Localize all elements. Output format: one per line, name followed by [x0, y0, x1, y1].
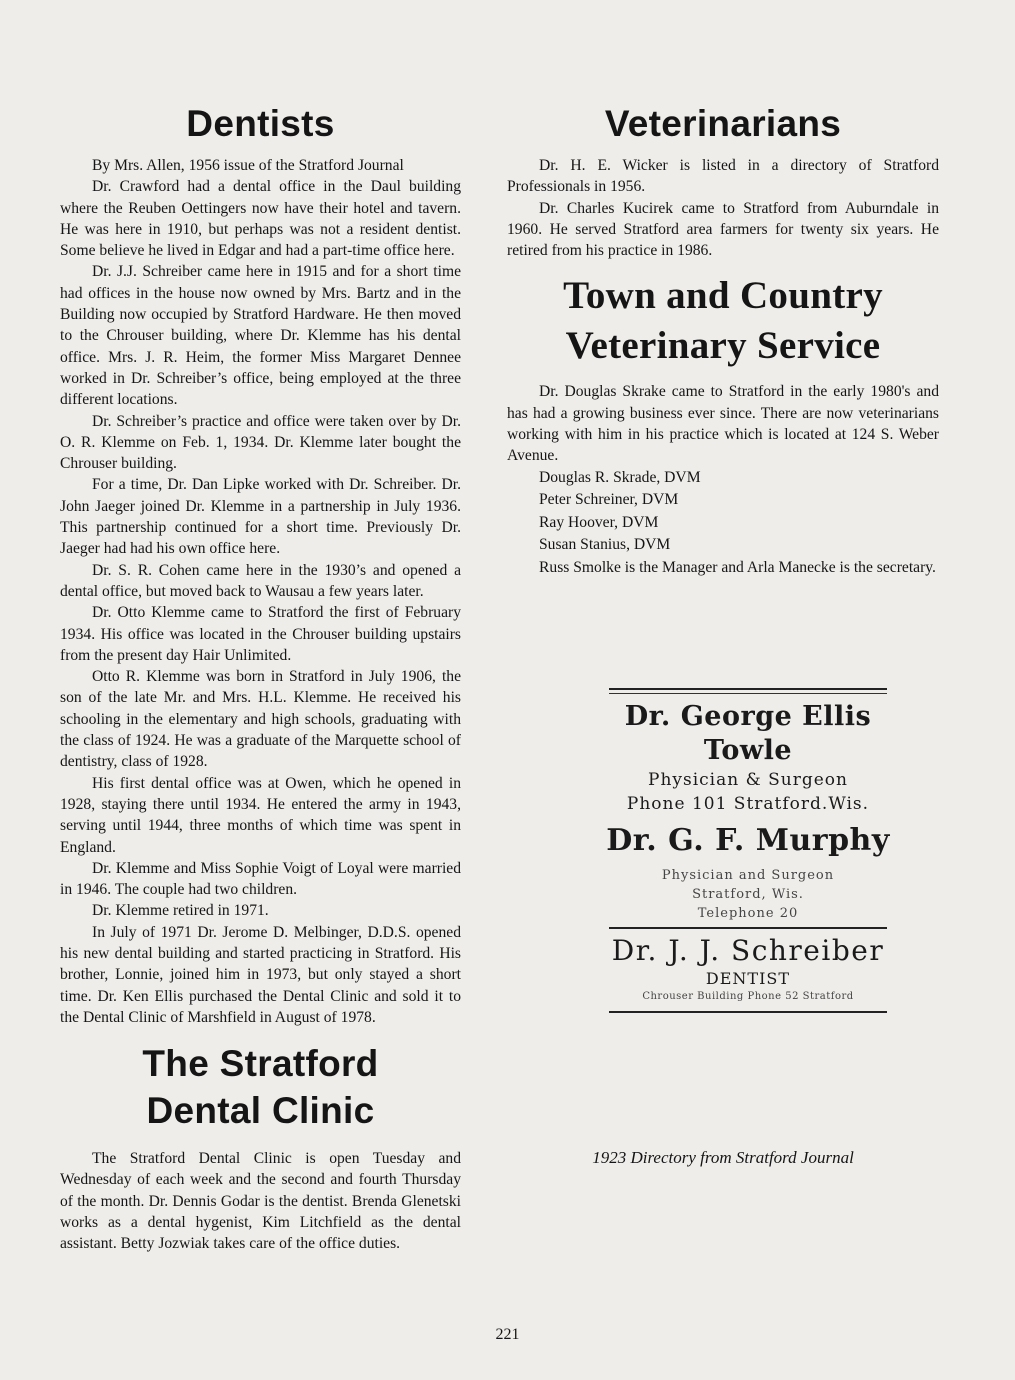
- right-column: [507, 100, 939, 1167]
- vet-staff-item: Peter Schreiner, DVM: [539, 491, 679, 509]
- dentists-heading: Dentists: [186, 103, 335, 144]
- town-country-heading-line-2: Veterinary Service: [565, 324, 881, 368]
- ad-rule-bottom: [609, 1011, 887, 1013]
- dentists-paragraph-3: Dr. Schreiber’s practice and office were taken over by Dr. O. R. Klemme on Feb. 1, 1934. Dr. Klemme later bought the Chrouser building.: [60, 412, 461, 473]
- dental-clinic-paragraph: The Stratford Dental Clinic is open Tuesday and Wednesday of each week and the second and fourth Thursday of the month. Dr. Dennis Godar is the dentist. Brenda Glenetski works as a dental hygenist, Kim Litchfield as the dental assistant. Betty Jozwiak takes care of the office duties.: [60, 1150, 461, 1253]
- vet-staff-item: Ray Hoover, DVM: [539, 513, 659, 531]
- dentists-paragraph-4: For a time, Dr. Dan Lipke worked with Dr. Schreiber. Dr. John Jaeger joined Dr. Klemme in a partnership in July 1936. This partnership continued for a short time. Previously Dr. Jaeger had had his own office here.: [60, 476, 461, 558]
- dentists-paragraph-8: His first dental office was at Owen, which he opened in 1928, staying there until 1934. He entered the army in 1943, serving until 1944, three months of which time was spent in England.: [60, 774, 461, 856]
- town-country-heading: [507, 271, 939, 371]
- dental-clinic-heading: [60, 1040, 461, 1134]
- vet-staff-item: Susan Stanius, DVM: [539, 536, 671, 554]
- town-country-heading-line-1: Town and Country: [563, 274, 883, 318]
- veterinarians-paragraph-2: Dr. Charles Kucirek came to Stratford from Auburndale in 1960. He served Stratford area farmers for twenty six years. He retired from his practice in 1986.: [507, 199, 939, 260]
- directory-caption: 1923 Directory from Stratford Journal: [592, 1148, 854, 1167]
- dentists-paragraph-6: Dr. Otto Klemme came to Stratford the first of February 1934. His office was located in the Chrouser building upstairs from the present day Hair Unlimited.: [60, 604, 461, 664]
- dentists-paragraph-5: Dr. S. R. Cohen came here in the 1930’s and opened a dental office, but moved back to Wausau a few years later.: [60, 561, 461, 600]
- page-number: 221: [495, 1326, 520, 1343]
- murphy-city: Stratford, Wis.: [692, 887, 804, 902]
- dental-clinic-heading-line-2: Dental Clinic: [146, 1090, 375, 1132]
- murphy-title: Physician and Surgeon: [661, 868, 835, 883]
- veterinarians-heading: Veterinarians: [604, 103, 842, 144]
- dental-clinic-heading-line-1: The Stratford: [142, 1043, 379, 1085]
- towle-name: Dr. George Ellis Towle: [624, 701, 872, 766]
- towle-title: Physician & Surgeon: [648, 770, 848, 790]
- murphy-phone: Telephone 20: [697, 906, 799, 921]
- dentists-paragraph-9: Dr. Klemme and Miss Sophie Voigt of Loyal were married in 1946. The couple had two children.: [60, 859, 461, 899]
- schreiber-title: DENTIST: [705, 969, 791, 988]
- dentists-paragraph-2: Dr. J.J. Schreiber came here in 1915 and for a short time had offices in the house now owned by Mrs. Bartz and in the Building now occupied by Stratford Hardware. He then moved to the Chrouser building, where Dr. Klemme has his dental office. Mrs. J. R. Heim, the former Miss Margaret Dennee worked in Dr. Schreiber’s office, being employed at the three different locations.: [60, 263, 461, 409]
- dentists-paragraph-1: Dr. Crawford had a dental office in the Daul building where the Reuben Oettingers now have their hotel and tavern. He was here in 1910, but perhaps was not a resident dentist. Some believe he lived in Edgar and had a part-time office here.: [60, 178, 461, 260]
- veterinarians-paragraph-1: Dr. H. E. Wicker is listed in a directory of Stratford Professionals in 1956.: [507, 157, 939, 196]
- vet-staff-list: [507, 467, 939, 557]
- schreiber-address: Chrouser Building Phone 52 Stratford: [642, 991, 854, 1002]
- town-country-closing: Russ Smolke is the Manager and Arla Manecke is the secretary.: [539, 558, 936, 576]
- town-country-paragraph: Dr. Douglas Skrake came to Stratford in the early 1980's and has had a growing business ever since. There are now veterinarians working with him in his practice which is located at 124 S. Weber Avenue.: [507, 383, 939, 465]
- dentists-byline: By Mrs. Allen, 1956 issue of the Stratford Journal: [92, 157, 404, 174]
- towle-phone: Phone 101 Stratford.Wis.: [626, 794, 870, 814]
- directory-advertisement: [603, 688, 893, 1013]
- dentists-paragraph-11: In July of 1971 Dr. Jerome D. Melbinger, D.D.S. opened his new dental building and started practicing in Stratford. His brother, Lonnie, joined him in 1973, but only stayed a short time. Dr. Ken Ellis purchased the Dental Clinic and sold it to the Dental Clinic of Marshfield in August of 1978.: [60, 923, 461, 1026]
- schreiber-name: Dr. J. J. Schreiber: [611, 934, 885, 967]
- murphy-name: Dr. G. F. Murphy: [606, 823, 890, 858]
- dentists-paragraph-7: Otto R. Klemme was born in Stratford in July 1906, the son of the late Mr. and Mrs. H.L. Klemme. He received his schooling in the elementary and high schools, graduating with the class of 1924. He was a graduate of the Marquette school of dentistry, class of 1928.: [60, 668, 461, 771]
- left-column: [60, 100, 461, 1255]
- vet-staff-item: Douglas R. Skrade, DVM: [539, 468, 701, 486]
- ad-rule-top-thin: [609, 693, 887, 694]
- ad-rule-middle: [609, 927, 887, 929]
- ad-rule-top: [609, 688, 887, 690]
- dentists-paragraph-10: Dr. Klemme retired in 1971.: [92, 902, 269, 920]
